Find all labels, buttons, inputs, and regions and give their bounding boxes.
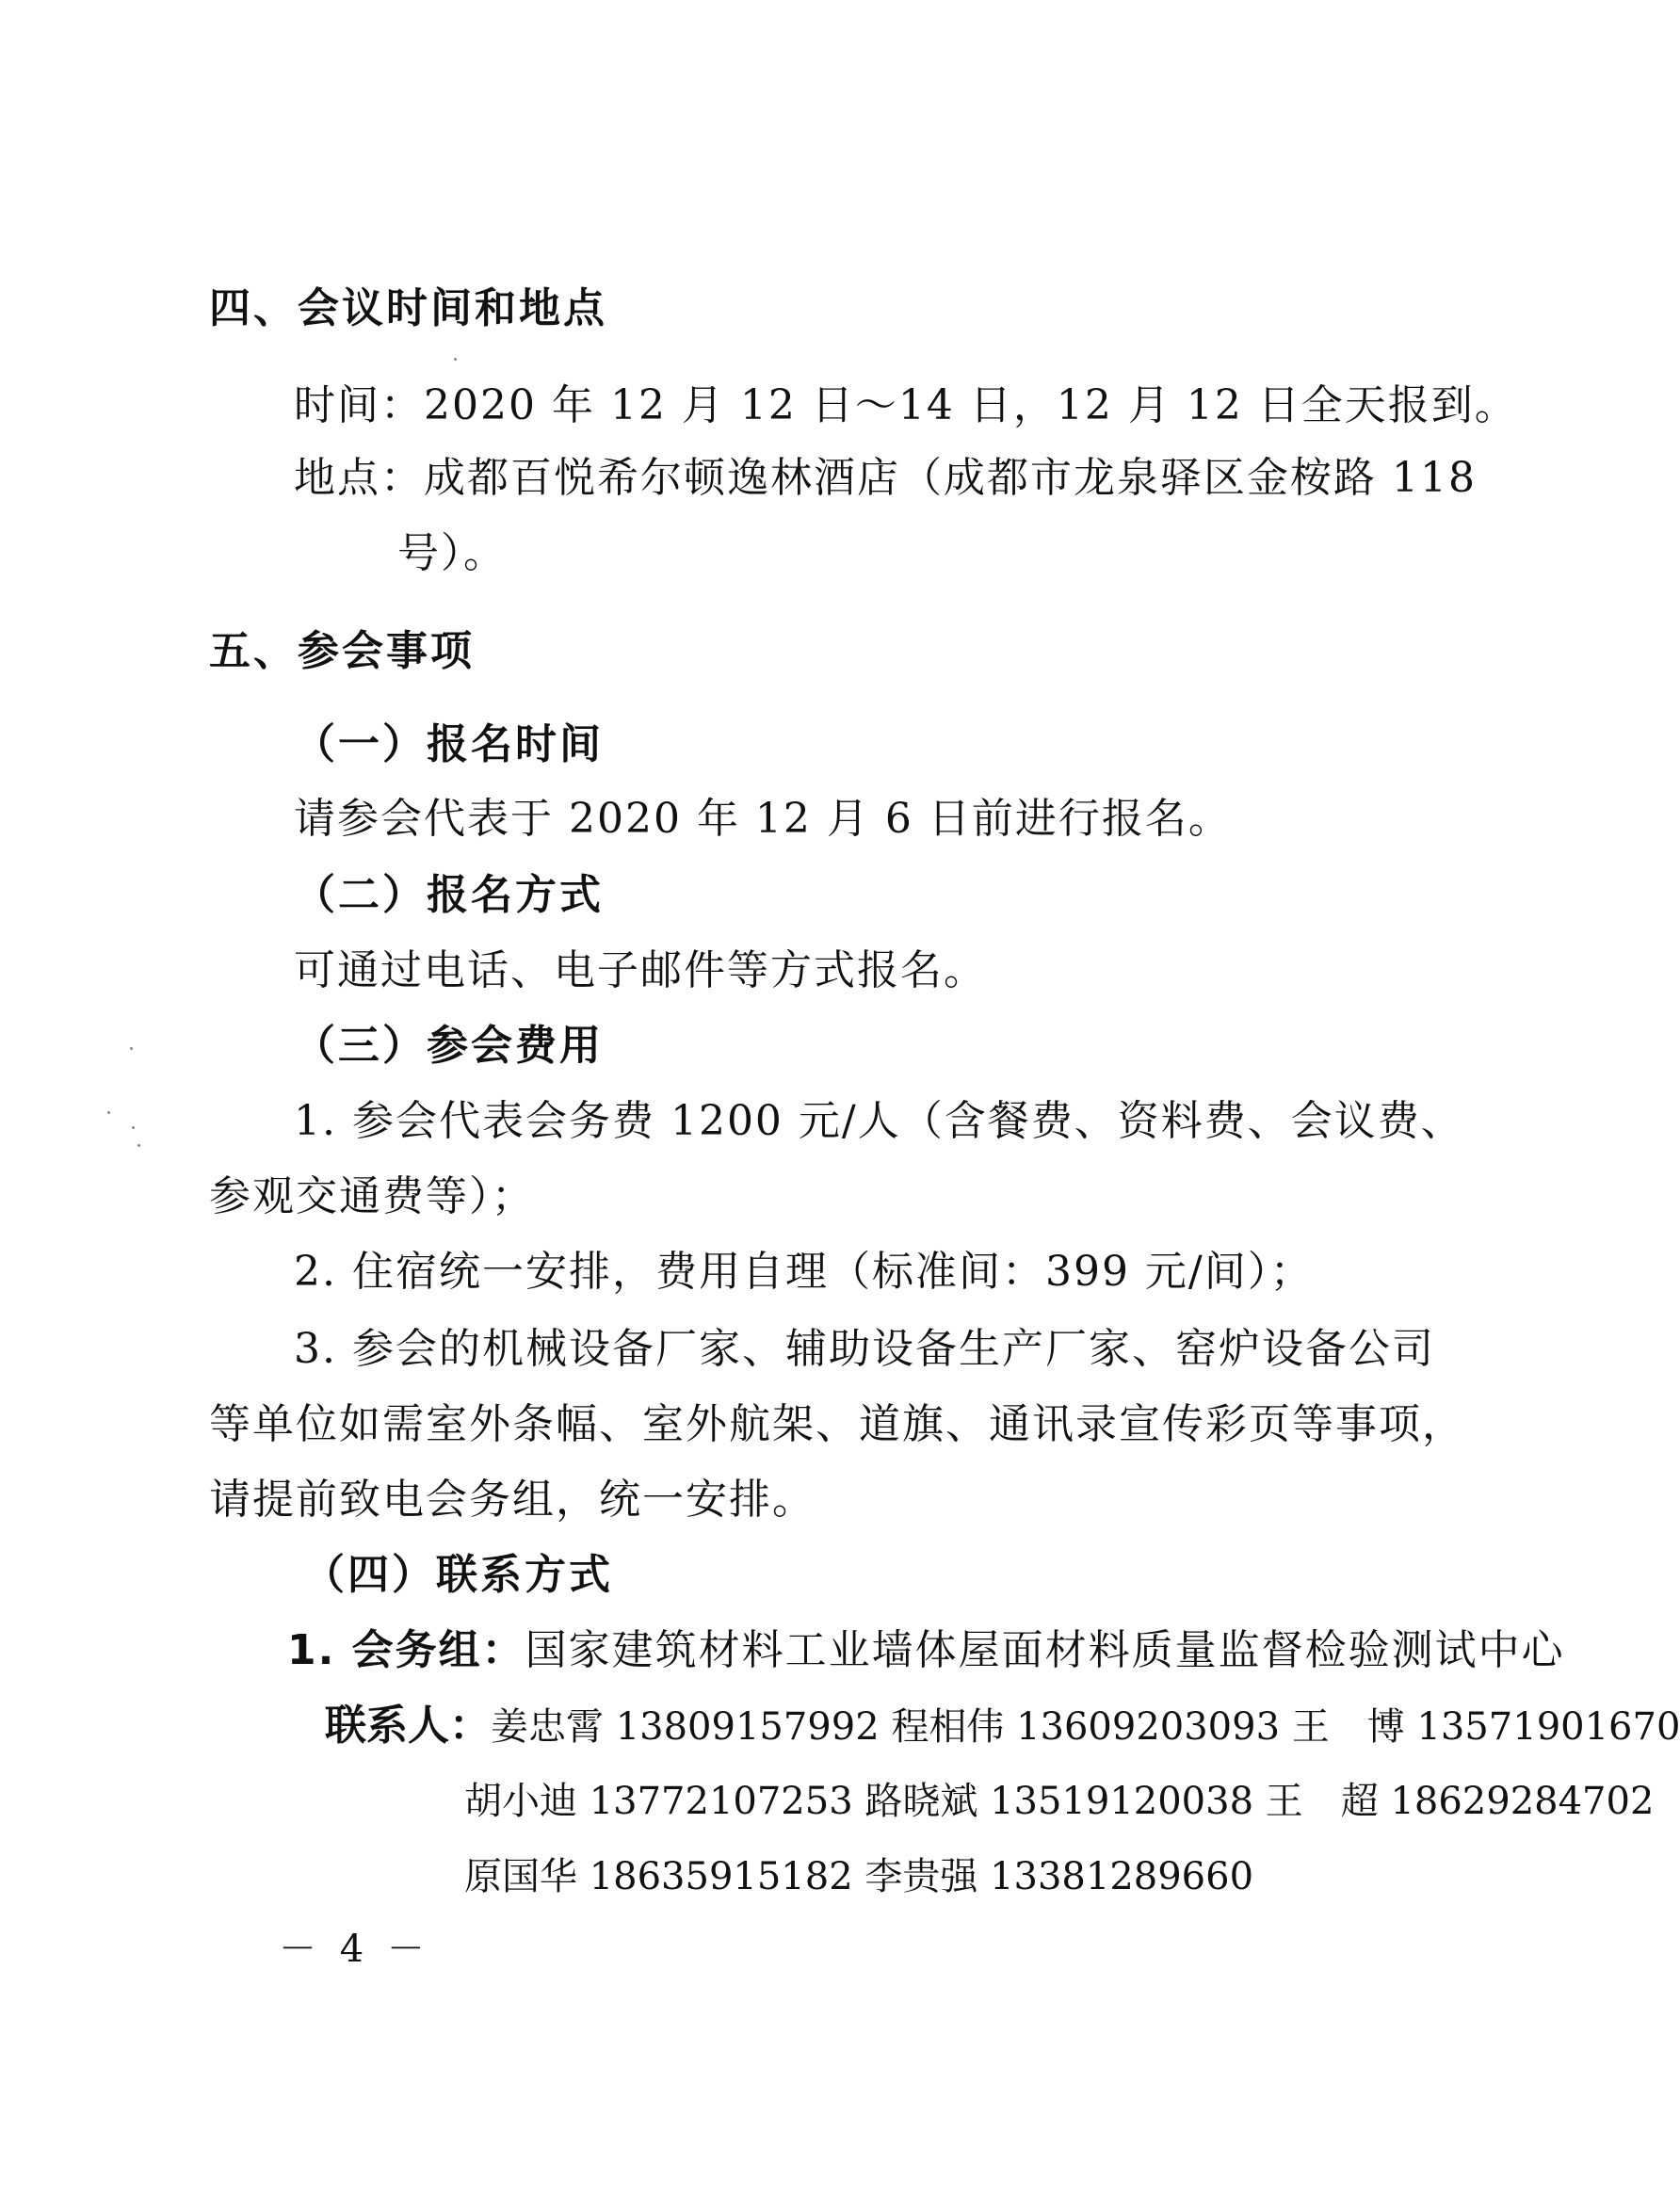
fee-item-1-line-1: 1. 参会代表会务费 1200 元/人（含餐费、资料费、会议费、 xyxy=(294,1097,1464,1145)
fee-item-1-line-2: 参观交通费等）； xyxy=(209,1172,535,1220)
meeting-time: 时间：2020 年 12 月 12 日～14 日，12 月 12 日全天报到。 xyxy=(294,381,1518,429)
scan-speck xyxy=(132,1126,135,1129)
registration-method-heading: （二）报名方式 xyxy=(294,871,604,919)
contact-heading: （四）联系方式 xyxy=(303,1551,613,1599)
contact-person-label: 联系人： xyxy=(325,1702,491,1750)
scan-speck xyxy=(107,1111,110,1114)
organizer-line xyxy=(287,1624,1565,1677)
contacts-line-2: 胡小迪 13772107253 路晓斌 13519120038 王 超 18629284702 xyxy=(464,1780,1655,1823)
contacts-list-1: 姜忠霄 13809157992 程相伟 13609203093 王 博 13571901670 xyxy=(491,1705,1680,1749)
scan-speck xyxy=(130,1047,133,1050)
section-4-heading: 四、会议时间和地点 xyxy=(209,284,607,332)
meeting-location-line-2: 号）。 xyxy=(397,529,507,577)
section-5-heading: 五、参会事项 xyxy=(209,627,475,675)
organizer-label: 1. 会务组： xyxy=(287,1626,525,1674)
page-number: － 4 － xyxy=(279,1928,430,1971)
scan-speck xyxy=(137,1144,140,1147)
fee-item-3-line-2: 等单位如需室外条幅、室外航架、道旗、通讯录宣传彩页等事项， xyxy=(209,1400,1465,1448)
organizer-name: 国家建筑材料工业墙体屋面材料质量监督检验测试中心 xyxy=(525,1626,1565,1674)
contacts-line-3: 原国华 18635915182 李贵强 13381289660 xyxy=(464,1855,1254,1898)
fee-item-3-line-1: 3. 参会的机械设备厂家、辅助设备生产厂家、窑炉设备公司 xyxy=(294,1325,1435,1373)
meeting-location-line-1: 地点：成都百悦希尔顿逸林酒店（成都市龙泉驿区金桉路 118 xyxy=(294,454,1477,502)
fees-heading: （三）参会费用 xyxy=(294,1022,604,1070)
scan-speck xyxy=(454,358,457,361)
contacts-line-1 xyxy=(325,1700,1680,1753)
registration-method-text: 可通过电话、电子邮件等方式报名。 xyxy=(294,946,987,994)
registration-time-text: 请参会代表于 2020 年 12 月 6 日前进行报名。 xyxy=(294,795,1232,843)
fee-item-2: 2. 住宿统一安排，费用自理（标准间：399 元/间）； xyxy=(294,1248,1314,1296)
registration-time-heading: （一）报名时间 xyxy=(294,720,604,768)
fee-item-3-line-3: 请提前致电会务组，统一安排。 xyxy=(209,1476,816,1524)
